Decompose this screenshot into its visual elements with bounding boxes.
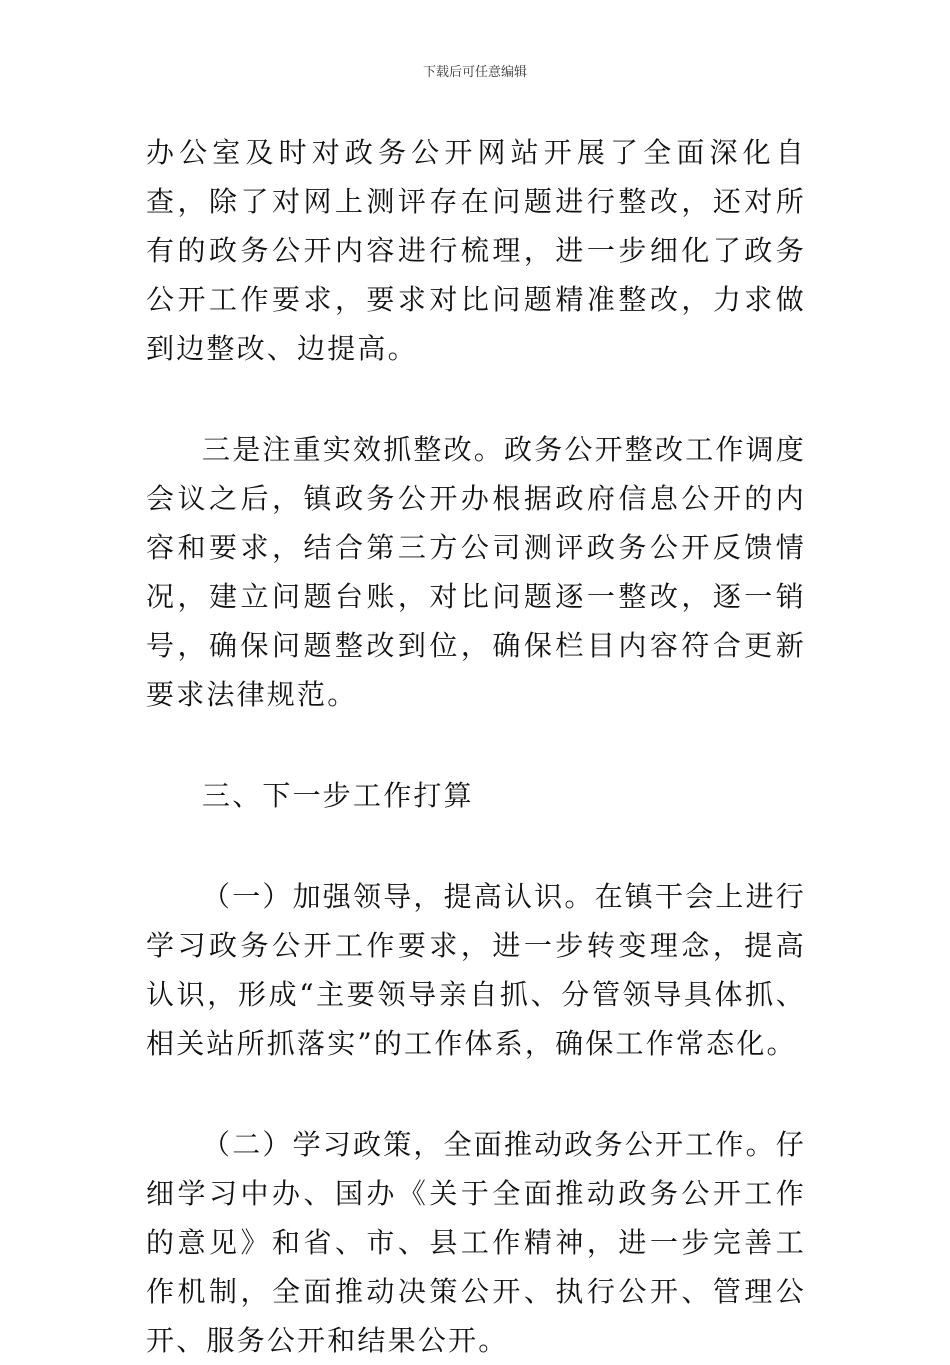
paragraph-rectification: 三是注重实效抓整改。政务公开整改工作调度会议之后，镇政务公开办根据政府信息公开的内容和要求，结合第三方公司测评政务公开反馈情况，建立问题台账，对比问题逐一整改，逐一销号，确保问题整改到位，确保栏目内容符合更新要求法律规范。 bbox=[146, 433, 807, 711]
paragraph-leadership: （一）加强领导，提高认识。在镇干会上进行学习政务公开工作要求，进一步转变理念，提高认识，形成“主要领导亲自抓、分管领导具体抓、相关站所抓落实”的工作体系，确保工作常态化。 bbox=[146, 880, 807, 1060]
header-note: 下载后可任意编辑 bbox=[422, 65, 527, 80]
section-heading: 三、下一步工作打算 bbox=[202, 779, 474, 812]
paragraph-continuation: 办公室及时对政务公开网站开展了全面深化自查，除了对网上测评存在问题进行整改，还对所有的政务公开内容进行梳理，进一步细化了政务公开工作要求，要求对比问题精准整改，力求做到边整改、边提高。 bbox=[146, 136, 806, 365]
document-body bbox=[146, 128, 806, 1365]
paragraph-policy-study: （二）学习政策，全面推动政务公开工作。仔细学习中办、国办《关于全面推动政务公开工作的意见》和省、市、县工作精神，进一步完善工作机制，全面推动决策公开、执行公开、管理公开、服务公开和结果公开。 bbox=[146, 1128, 807, 1357]
